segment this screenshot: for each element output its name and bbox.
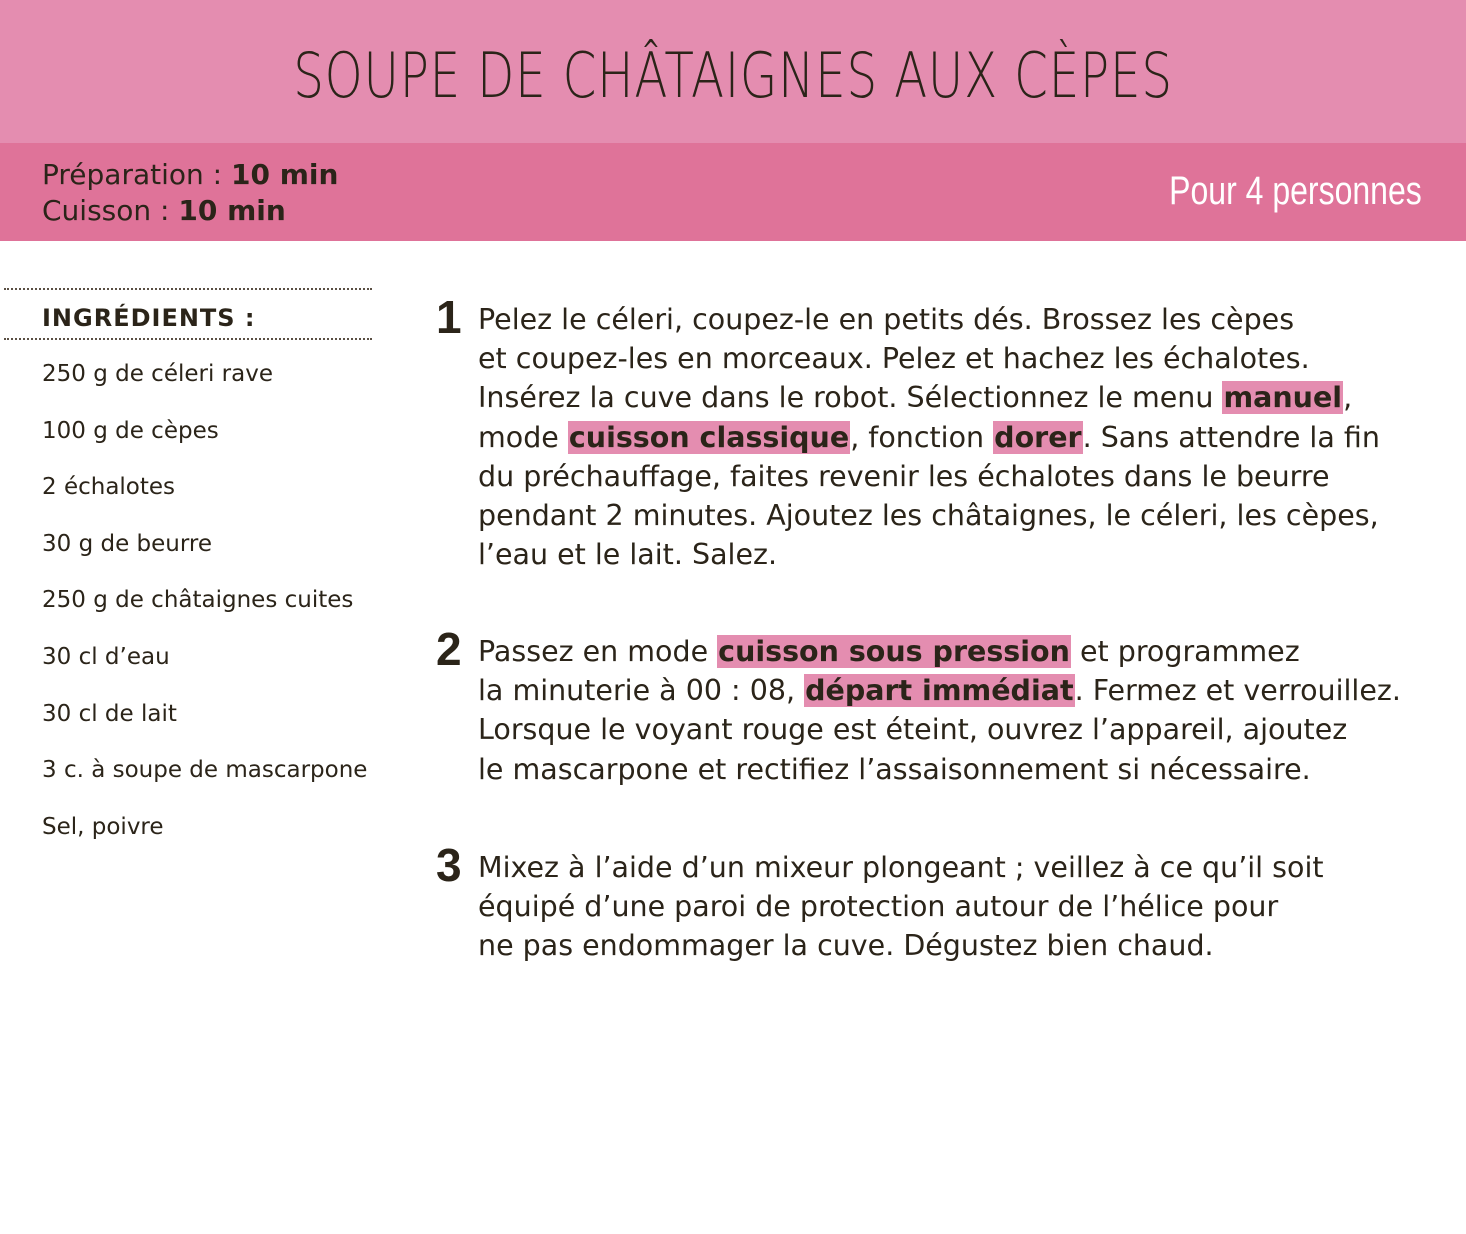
step-text-run: . Sans attendre la fin xyxy=(1082,420,1380,454)
prep-value: 10 min xyxy=(231,158,339,191)
ingredients-list xyxy=(42,356,367,865)
dotted-divider-bottom xyxy=(4,338,372,340)
highlighted-term: dorer xyxy=(994,420,1082,454)
prep-label: Préparation : xyxy=(42,158,231,191)
step-text-run: l’eau et le lait. Salez. xyxy=(478,538,777,572)
step-text xyxy=(478,848,1408,966)
ingredient-item: Sel, poivre xyxy=(42,813,164,840)
step-text-run: Passez en mode xyxy=(478,635,718,668)
ingredient-item: 30 cl d’eau xyxy=(42,643,170,670)
step-text-run: . Fermez et verrouillez. xyxy=(1074,674,1401,708)
highlighted-term: départ immédiat xyxy=(805,674,1074,708)
step-text-run: Lorsque le voyant rouge est éteint, ouvrez l’appareil, ajoutez xyxy=(478,713,1348,747)
step-number: 1 xyxy=(436,291,462,343)
highlighted-term: manuel xyxy=(1223,381,1343,415)
step-text-run: du préchauffage, faites revenir les échalotes dans le beurre xyxy=(478,459,1330,493)
highlighted-term: cuisson sous pression xyxy=(718,635,1070,668)
step-text-run: , fonction xyxy=(850,420,994,454)
highlighted-term: cuisson classique xyxy=(568,420,850,454)
ingredient-item: 30 cl de lait xyxy=(42,700,177,727)
step-text-run: Insérez la cuve dans le robot. Sélectionnez le menu xyxy=(478,381,1223,415)
ingredient-item: 3 c. à soupe de mascarpone xyxy=(42,757,368,784)
ingredient-item: 30 g de beurre xyxy=(42,530,213,557)
servings: Pour 4 personnes xyxy=(1169,169,1422,213)
recipe-title: SOUPE DE CHÂTAIGNES AUX CÈPES xyxy=(293,39,1173,112)
step-text-run: mode xyxy=(478,420,568,454)
step-text-run: Pelez le céleri, coupez-le en petits dés. Brossez les cèpes xyxy=(478,303,1295,336)
ingredient-item: 2 échalotes xyxy=(42,474,176,501)
ingredient-item: 250 g de châtaignes cuites xyxy=(42,587,354,614)
step-text-run: , xyxy=(1343,381,1353,415)
cook-label: Cuisson : xyxy=(42,194,179,227)
step-text xyxy=(478,300,1408,574)
ingredient-item: 100 g de cèpes xyxy=(42,417,219,444)
step-text-run: le mascarpone et rectifiez l’assaisonnement si nécessaire. xyxy=(478,752,1311,786)
step-number: 2 xyxy=(436,623,462,675)
step-number: 3 xyxy=(436,839,462,891)
step-text-run: et programmez xyxy=(1070,635,1300,668)
ingredient-item: 250 g de céleri rave xyxy=(42,361,273,387)
step-text-run: ne pas endommager la cuve. Dégustez bien chaud. xyxy=(478,929,1214,963)
ingredients-heading: INGRÉDIENTS : xyxy=(42,304,256,332)
step-text-run: la minuterie à 00 : 08, xyxy=(478,674,805,708)
step-text-run: Mixez à l’aide d’un mixeur plongeant ; veillez à ce qu’il soit xyxy=(478,851,1324,884)
step-text-run: équipé d’une paroi de protection autour de l’hélice pour xyxy=(478,890,1279,924)
dotted-divider-top xyxy=(4,288,372,290)
cook-time xyxy=(42,193,286,229)
prep-time xyxy=(42,157,338,193)
cook-value: 10 min xyxy=(178,194,286,227)
step-text-run: et coupez-les en morceaux. Pelez et hachez les échalotes. xyxy=(478,342,1310,376)
step-text-run: pendant 2 minutes. Ajoutez les châtaignes, le céleri, les cèpes, xyxy=(478,499,1379,533)
step-text xyxy=(478,632,1408,789)
